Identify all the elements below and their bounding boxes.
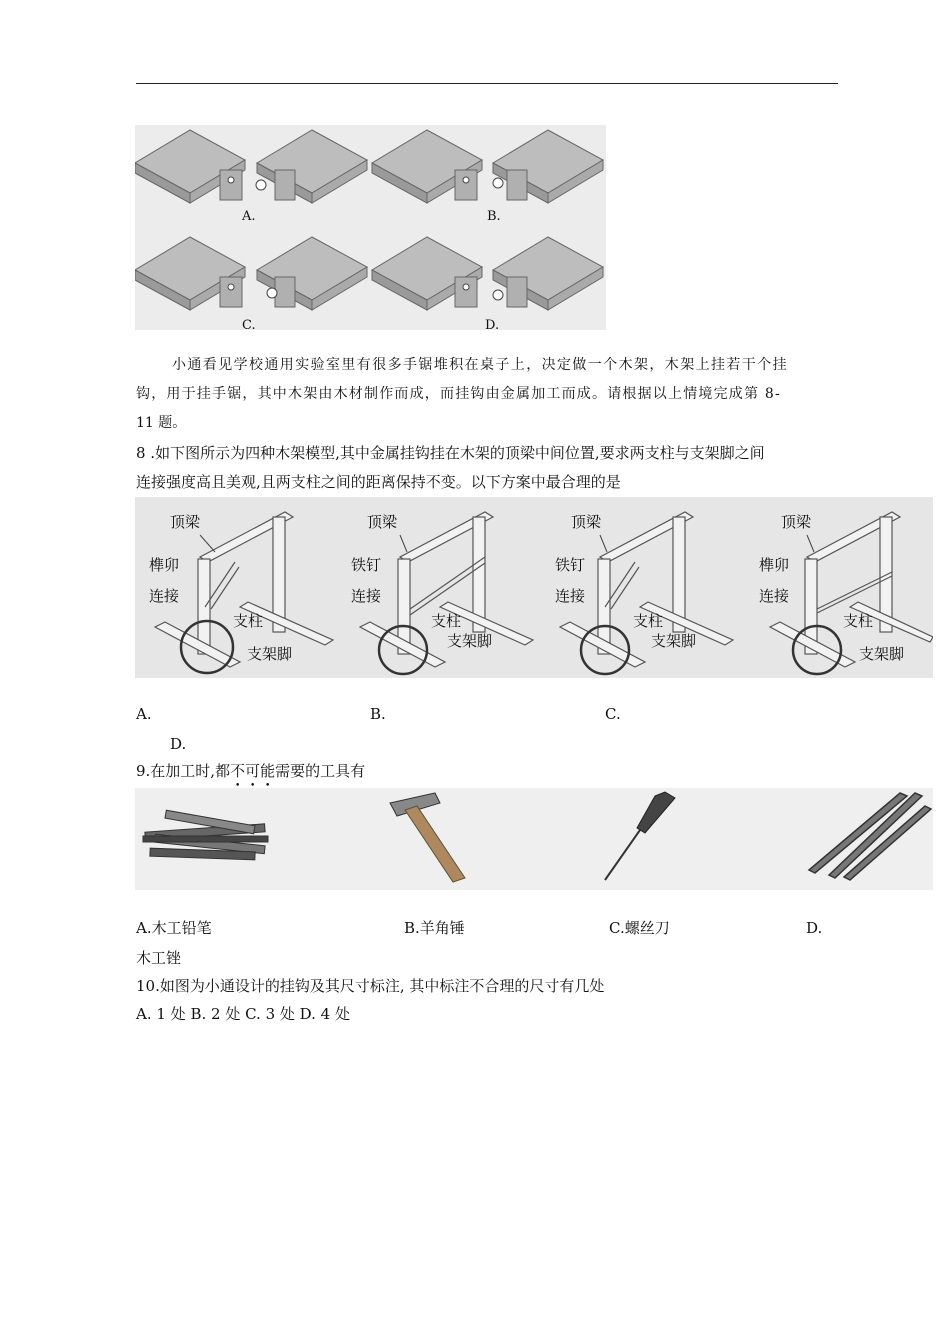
fig1-label-c: C.: [242, 318, 256, 333]
fig1-label-b: B.: [487, 209, 501, 224]
f2-top-label: 顶梁: [367, 513, 398, 531]
q8-stem-line-2: 连接强度高且美观,且两支柱之间的距离保持不变。以下方案中最合理的是: [136, 473, 621, 491]
intro-line-1: 小通看见学校通用实验室里有很多手锯堆积在桌子上，决定做一个木架，木架上挂若干个挂: [172, 357, 788, 373]
tools-drawing: [135, 788, 933, 890]
q9-option-a: A.木工铅笔: [136, 919, 212, 937]
f4-foot-label: 支架脚: [859, 645, 905, 663]
f1-foot-label: 支架脚: [247, 645, 293, 663]
q10-options: A. 1 处 B. 2 处 C. 3 处 D. 4 处: [136, 1005, 350, 1023]
f1-joint-label-2: 连接: [149, 587, 180, 605]
f1-post-label: 支柱: [233, 612, 264, 630]
intro-line-3: 11 题。: [136, 415, 187, 431]
f2-foot-label: 支架脚: [447, 632, 493, 650]
f3-joint-label-2: 连接: [555, 587, 586, 605]
f1-joint-label-1: 榫卯: [149, 556, 180, 574]
header-rule: [136, 83, 838, 84]
q9-emph-3: 能: [260, 762, 276, 780]
hook-options-figure: [135, 125, 606, 333]
f2-joint-label-2: 连接: [351, 587, 382, 605]
q9-option-c: C.螺丝刀: [609, 919, 670, 937]
f4-top-label: 顶梁: [781, 513, 812, 531]
f2-post-label: 支柱: [431, 612, 462, 630]
q10-stem: 10.如图为小通设计的挂钩及其尺寸标注, 其中标注不合理的尺寸有几处: [136, 977, 605, 995]
q9-emph-2: 可: [245, 762, 261, 780]
f4-joint-label-2: 连接: [759, 587, 790, 605]
f1-top-label: 顶梁: [170, 513, 201, 531]
hook-options-drawing: [135, 125, 606, 330]
q9-emph-1: 不: [230, 762, 246, 780]
q8-option-b: B.: [370, 705, 386, 723]
q8-stem-line-1: 8 .如下图所示为四种木架模型,其中金属挂钩挂在木架的顶梁中间位置,要求两支柱与支架脚之间: [136, 444, 765, 462]
f2-joint-label-1: 铁钉: [351, 556, 382, 574]
q9-stem-part-c: 需要的工具有: [275, 762, 366, 780]
q8-option-a: A.: [136, 705, 152, 723]
fig1-label-a: A.: [242, 209, 256, 224]
f4-joint-label-1: 榫卯: [759, 556, 790, 574]
q9-option-b: B.羊角锤: [404, 919, 465, 937]
fig1-label-d: D.: [485, 318, 500, 333]
q8-option-c: C.: [605, 705, 621, 723]
q8-option-d: D.: [170, 735, 187, 753]
f3-top-label: 顶梁: [571, 513, 602, 531]
q9-option-d: D.: [806, 919, 823, 937]
q8-frames-figure: [135, 497, 933, 678]
q9-stem-part-a: 9.在加工时,都: [136, 762, 231, 780]
q9-tools-figure: [135, 788, 933, 890]
intro-line-2: 钩，用于挂手锯，其中木架由木材制作而成，而挂钩由金属加工而成。请根据以上情境完成第 8-: [136, 386, 781, 402]
f4-post-label: 支柱: [843, 612, 874, 630]
q9-stem: [136, 761, 365, 781]
f3-post-label: 支柱: [633, 612, 664, 630]
f3-foot-label: 支架脚: [651, 632, 697, 650]
f3-joint-label-1: 铁钉: [555, 556, 586, 574]
q9-option-d-wrap: 木工锉: [136, 949, 182, 967]
